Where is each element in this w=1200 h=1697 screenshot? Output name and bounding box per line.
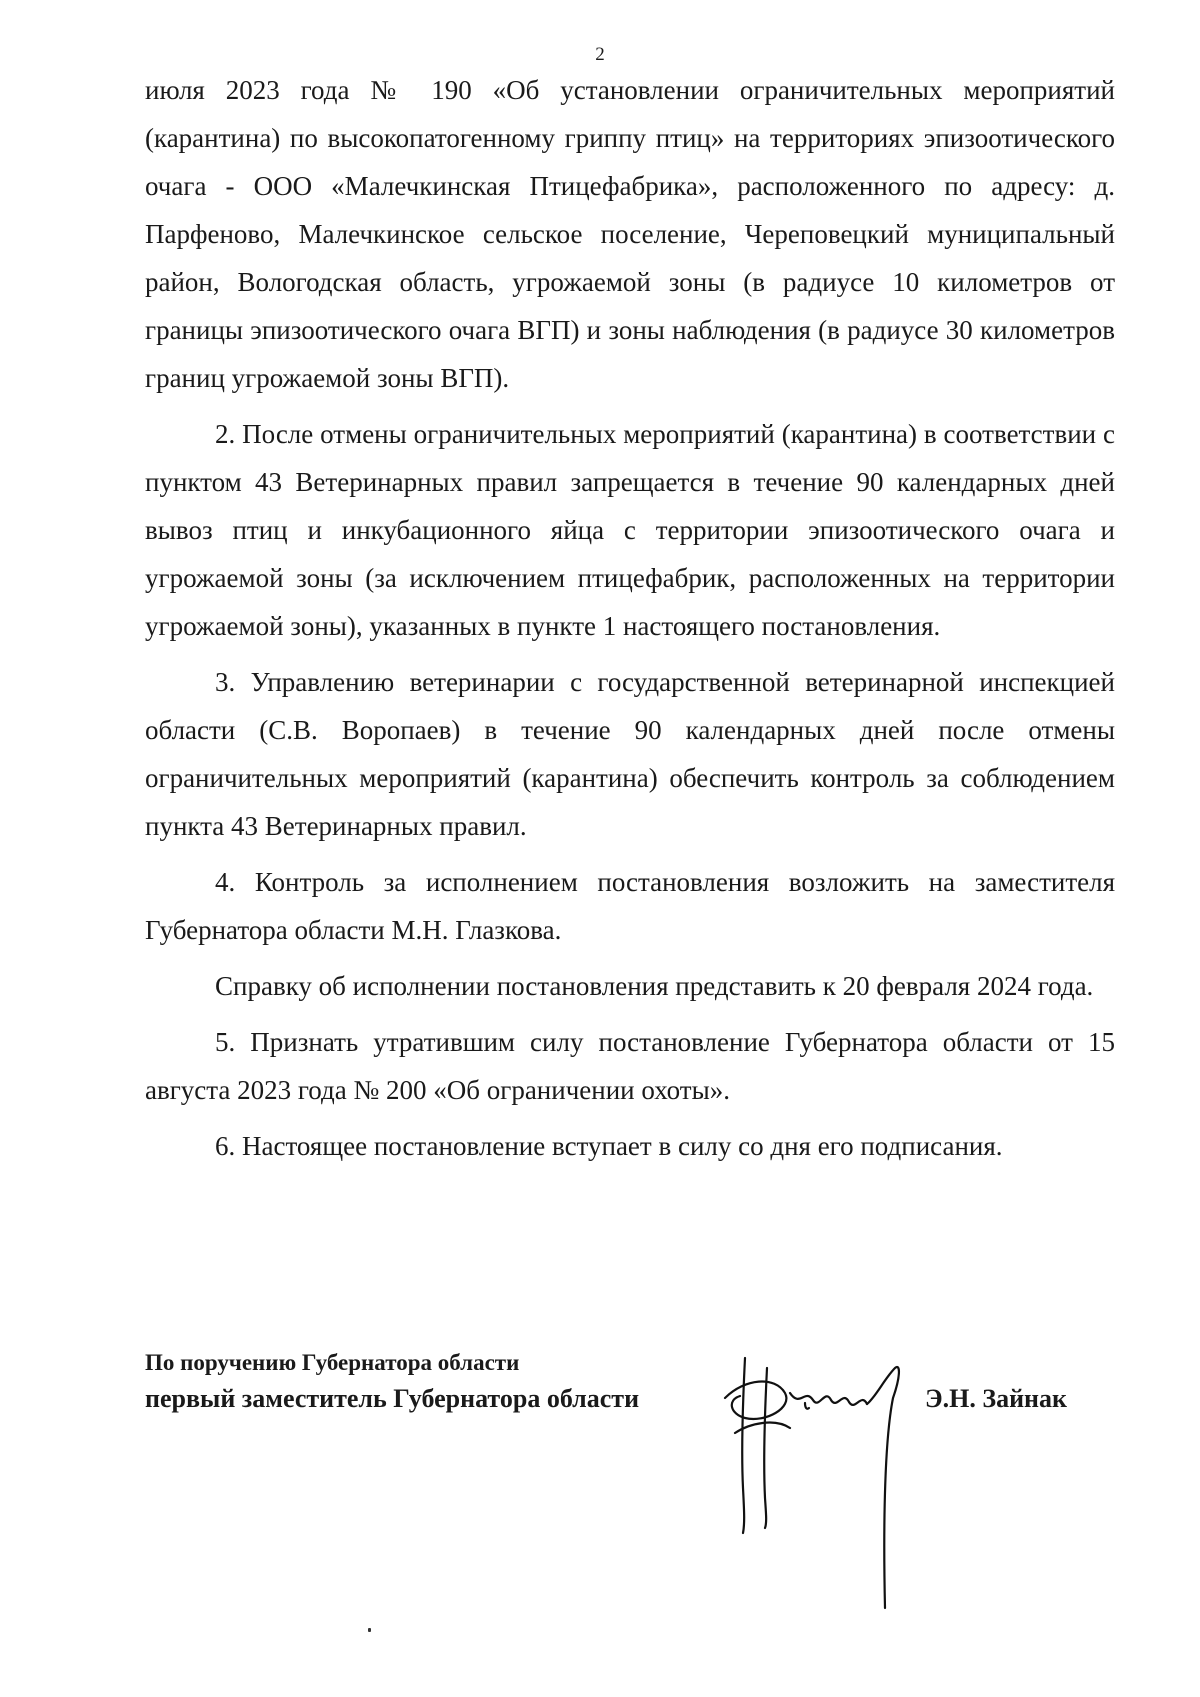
document-body bbox=[145, 66, 1115, 1178]
paragraph-item-6: 6. Настоящее постановление вступает в силу со дня его подписания. bbox=[215, 1131, 1003, 1161]
page-number: 2 bbox=[595, 44, 605, 65]
signatory-name: Э.Н. Зайнак bbox=[925, 1384, 1068, 1413]
paragraph-report-deadline: Справку об исполнении постановления представить к 20 февраля 2024 года. bbox=[215, 971, 1094, 1001]
signatory-position: первый заместитель Губернатора области bbox=[145, 1384, 640, 1413]
paragraph-item-5: 5. Признать утратившим силу постановление Губернатора области от 15 августа 2023 года № 200 «Об ограничении охоты». bbox=[145, 1027, 1115, 1105]
signatory-authority: По поручению Губернатора области bbox=[145, 1350, 520, 1375]
paragraph-item-2: 2. После отмены ограничительных мероприятий (карантина) в соответствии с пунктом 43 Ветеринарных правил запрещается в течение 90 календарных дней вывоз птиц и инкубационного яйца с территории эпизоотического очага и угрожаемой зоны (за исключением птицефабрик, расположенных на территории угрожаемой зоны), указанных в пункте 1 настоящего постановления. bbox=[145, 419, 1115, 641]
paragraph-item-3: 3. Управлению ветеринарии с государственной ветеринарной инспекцией области (С.В. Воропаев) в течение 90 календарных дней после отмены ограничительных мероприятий (карантина) обеспечить контроль за соблюдением пункта 43 Ветеринарных правил. bbox=[145, 667, 1115, 841]
paragraph-item-4: 4. Контроль за исполнением постановления возложить на заместителя Губернатора области М.Н. Глазкова. bbox=[145, 867, 1115, 945]
signature-block bbox=[145, 1350, 1115, 1650]
scan-speck bbox=[368, 1628, 371, 1632]
paragraph-continuation: июля 2023 года № 190 «Об установлении ограничительных мероприятий (карантина) по высокопатогенному гриппу птиц» на территориях эпизоотического очага - ООО «Малечкинская Птицефабрика», расположенного по адресу: д. Парфеново, Малечкинское сельское поселение, Череповецкий муниципальный район, Вологодская область, угрожаемой зоны (в радиусе 10 километров от границы эпизоотического очага ВГП) и зоны наблюдения (в радиусе 30 километров границ угрожаемой зоны ВГП). bbox=[145, 75, 1115, 393]
handwritten-signature bbox=[705, 1338, 945, 1618]
